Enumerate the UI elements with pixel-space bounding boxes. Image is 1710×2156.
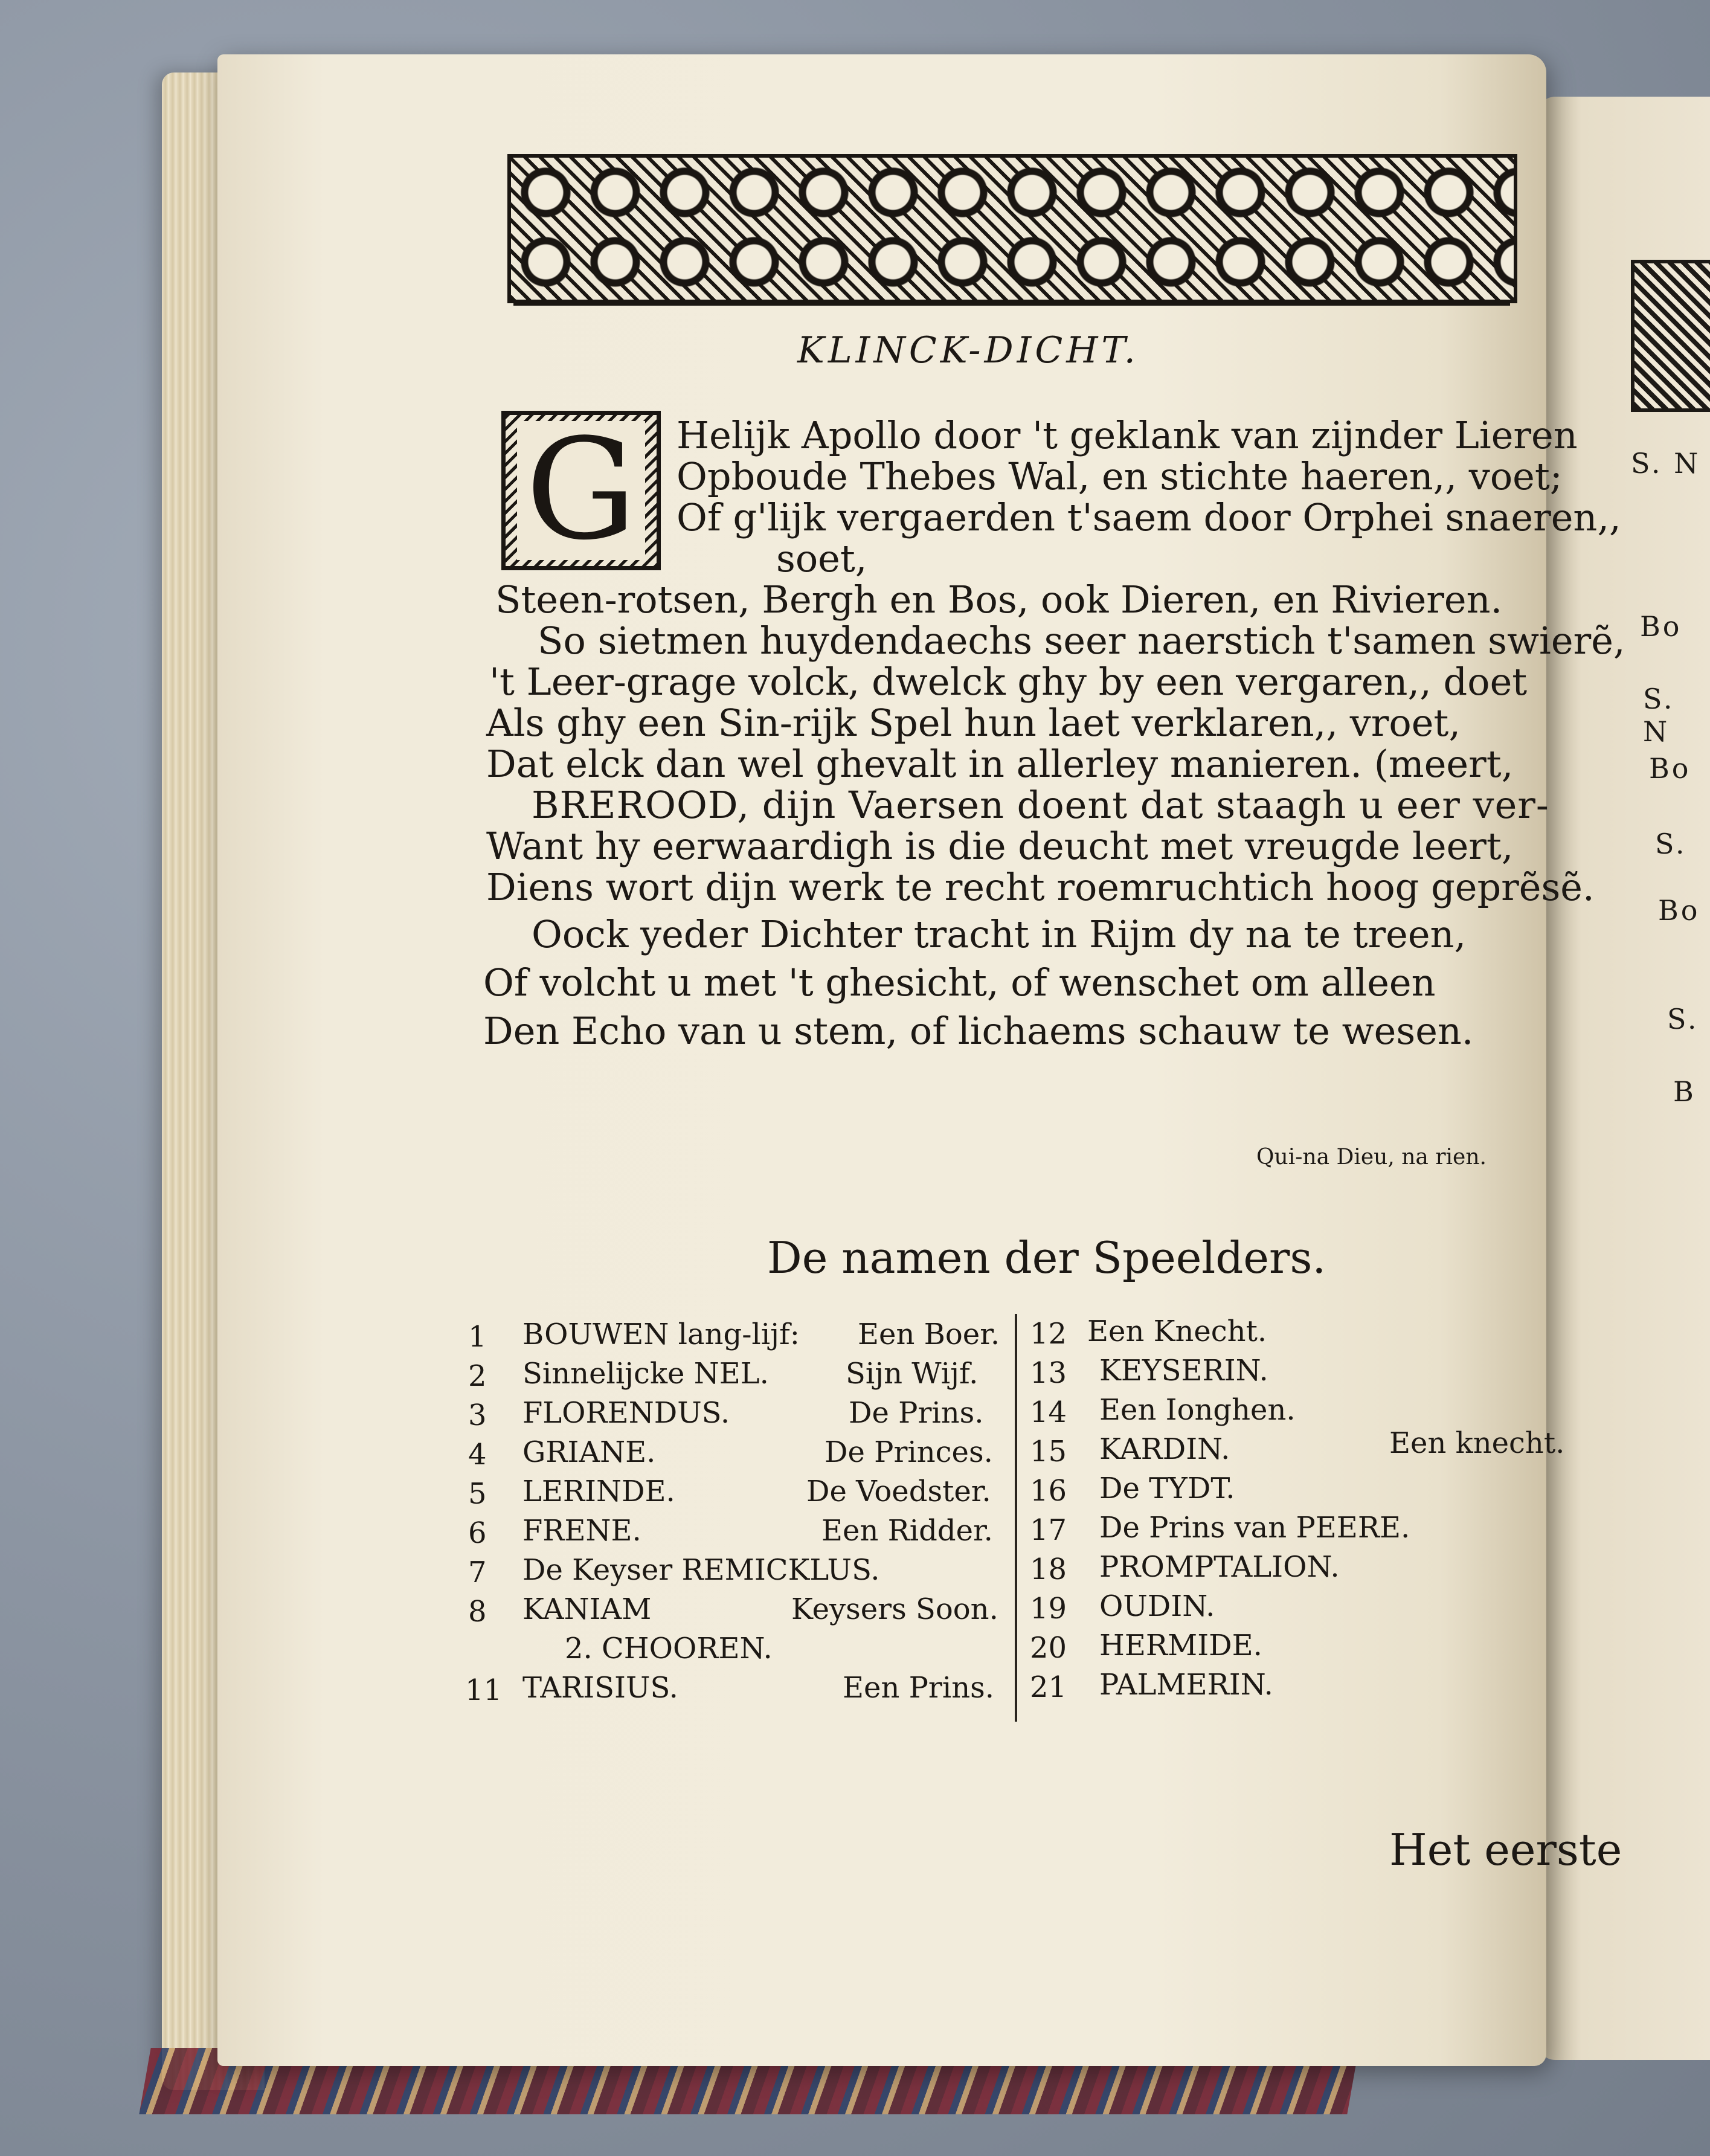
poem-line: Diens wort dijn werk te recht roemruchtich hoog geprẽsẽ. (486, 865, 1595, 909)
cast-name: Een Knecht. (1087, 1315, 1267, 1348)
facing-fragment: Bo (1658, 894, 1700, 927)
cast-name: De TYDT. (1099, 1472, 1235, 1505)
cast-number: 13 (1030, 1356, 1067, 1390)
cast-role: Een Boer. (858, 1318, 1000, 1351)
cast-number: 17 (1030, 1513, 1067, 1547)
cast-role: De Princes. (824, 1435, 993, 1469)
cast-heading: De namen der Speelders. (767, 1232, 1326, 1283)
cast-name: PALMERIN. (1099, 1668, 1273, 1702)
facing-fragment: S. (1655, 828, 1687, 860)
poem-title: KLINCK-DICHT. (797, 329, 1139, 372)
cast-name: GRIANE. (522, 1435, 656, 1469)
cast-name: BOUWEN lang-lijf: (522, 1318, 800, 1351)
cast-number: 6 (468, 1516, 487, 1550)
poem-line: Of volcht u met 't ghesicht, of wenschet om alleen (483, 961, 1436, 1005)
cast-number: 11 (465, 1673, 503, 1707)
poem-line: soet, (776, 536, 867, 581)
ornamental-header-band (507, 154, 1517, 303)
cast-role: De Voedster. (806, 1475, 991, 1508)
cast-number: 8 (468, 1595, 487, 1629)
cast-name: FLORENDUS. (522, 1396, 730, 1430)
poem-line: Dat elck dan wel ghevalt in allerley manieren. (meert, (486, 742, 1514, 786)
cast-name: KARDIN. (1099, 1432, 1230, 1466)
facing-fragment: S. (1667, 1003, 1699, 1035)
cast-number: 12 (1030, 1317, 1067, 1351)
cast-section-label: 2. CHOOREN. (565, 1632, 773, 1665)
header-rule (513, 302, 1510, 306)
cast-role: Sijn Wijf. (846, 1357, 979, 1391)
cast-name: FRENE. (522, 1514, 641, 1548)
facing-fragment: Bo (1640, 610, 1682, 643)
cast-number: 21 (1030, 1670, 1067, 1704)
facing-fragment: Bo (1649, 752, 1691, 785)
cast-role: Een Ridder. (821, 1514, 993, 1548)
cast-name: OUDIN. (1099, 1589, 1215, 1623)
cast-name: De Prins van PEERE. (1099, 1511, 1410, 1545)
poem-line: Oock yeder Dichter tracht in Rijm dy na te treen, (532, 912, 1467, 956)
catchword: Het eerste (1389, 1824, 1622, 1875)
cast-name: De Keyser REMICKLUS. (522, 1553, 880, 1587)
cast-name: LERINDE. (522, 1475, 675, 1508)
cast-name: PROMPTALION. (1099, 1550, 1340, 1584)
decorated-initial (501, 411, 661, 570)
cast-name: TARISIUS. (522, 1671, 678, 1705)
poem-line: Den Echo van u stem, of lichaems schauw te wesen. (483, 1009, 1474, 1053)
cast-name: HERMIDE. (1099, 1629, 1262, 1662)
cast-name: KANIAM (522, 1592, 652, 1626)
cast-number: 14 (1030, 1395, 1067, 1429)
facing-page-initial-ornament (1631, 260, 1710, 412)
cast-number: 20 (1030, 1631, 1067, 1665)
cast-role: De Prins. (849, 1396, 984, 1430)
poem-line: Steen-rotsen, Bergh en Bos, ook Dieren, en Rivieren. (495, 578, 1503, 622)
cast-number: 5 (468, 1477, 487, 1511)
cast-number: 4 (468, 1438, 487, 1472)
cast-number: 7 (468, 1556, 487, 1589)
cast-number: 15 (1030, 1435, 1067, 1469)
poem-line: Als ghy een Sin-rijk Spel hun laet verklaren,, vroet, (486, 701, 1461, 745)
cast-name: Sinnelijcke NEL. (522, 1357, 769, 1391)
cast-number: 16 (1030, 1474, 1067, 1508)
facing-fragment: B (1673, 1075, 1696, 1108)
poem-line: Of g'lijk vergaerden t'saem door Orphei snaeren,, (677, 495, 1621, 539)
poem-line: Helijk Apollo door 't geklank van zijnder Lieren (677, 413, 1578, 457)
facing-fragment: S. N (1631, 447, 1701, 480)
cast-number: 3 (468, 1398, 487, 1432)
cast-number: 19 (1030, 1592, 1067, 1626)
facing-fragment: S. N (1643, 683, 1675, 748)
poem-line: Want hy eerwaardigh is die deucht met vreugde leert, (486, 824, 1514, 868)
poem-signature: Qui-na Dieu, na rien. (1256, 1145, 1487, 1170)
cast-number: 18 (1030, 1553, 1067, 1586)
cast-name: KEYSERIN. (1099, 1354, 1268, 1388)
poem-line: BREROOD, dijn Vaersen doent dat staagh u eer ver- (532, 783, 1549, 827)
cast-name: Een Ionghen. (1099, 1393, 1296, 1427)
cast-number: 2 (468, 1359, 487, 1393)
cast-role: Een knecht. (1389, 1426, 1565, 1460)
cast-number: 1 (468, 1320, 487, 1354)
poem-line: Opboude Thebes Wal, en stichte haeren,, voet; (677, 454, 1563, 498)
initial-letter: G (517, 421, 645, 560)
cast-role: Een Prins. (843, 1671, 995, 1705)
poem-line: So sietmen huydendaechs seer naerstich t'samen swierẽ, (538, 619, 1625, 663)
cast-column-divider (1015, 1314, 1017, 1722)
cast-role: Keysers Soon. (791, 1592, 998, 1626)
poem-line: 't Leer-grage volck, dwelck ghy by een vergaren,, doet (489, 660, 1528, 704)
